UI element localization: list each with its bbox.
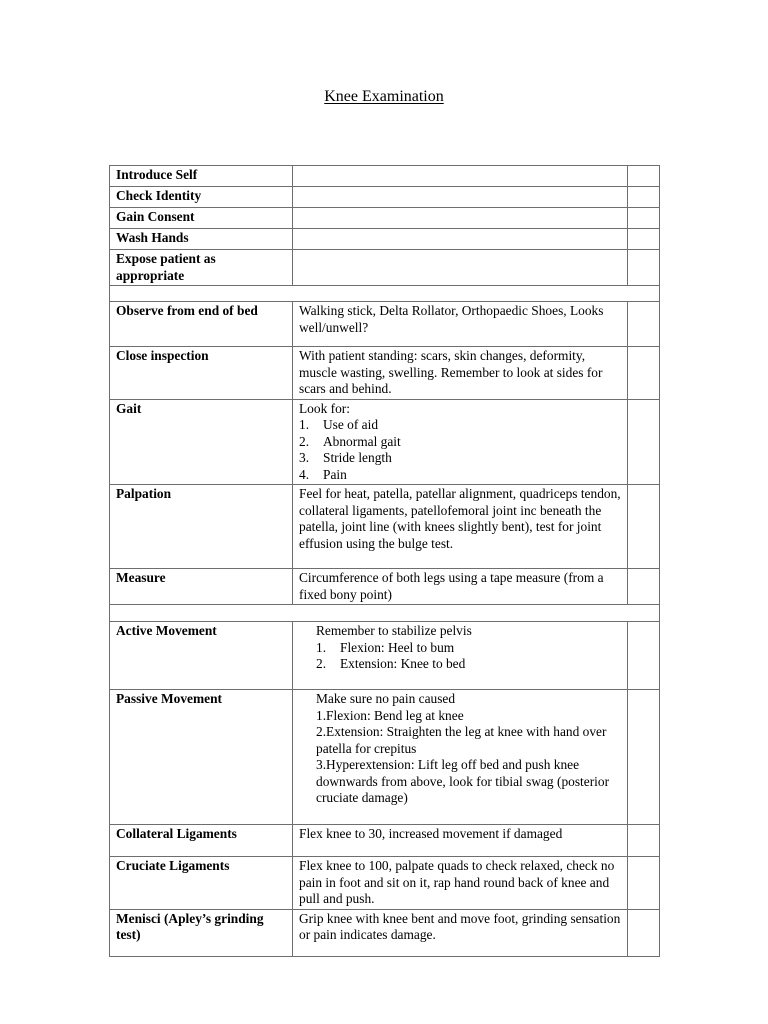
list-number: 4.: [299, 466, 310, 482]
row-label-menisci: Menisci (Apley’s grinding test): [110, 909, 293, 956]
list-number: 3.: [299, 450, 310, 465]
row-check-cell[interactable]: [628, 229, 660, 250]
row-check-cell[interactable]: [628, 485, 660, 569]
spacer-cell: [110, 286, 660, 302]
table-row: [110, 825, 660, 857]
list-item-text: Abnormal gait: [323, 433, 401, 449]
row-notes-cell[interactable]: [293, 208, 628, 229]
table-row: [110, 302, 660, 347]
row-label-check-identity: Check Identity: [110, 187, 293, 208]
table-row: [110, 250, 660, 286]
row-label-active-movement: Active Movement: [110, 622, 293, 690]
table-row: [110, 857, 660, 910]
row-label-expose-patient: Expose patient as appropriate: [110, 250, 293, 286]
table-row: [110, 622, 660, 690]
spacer-row: [110, 286, 660, 302]
row-check-cell[interactable]: [628, 399, 660, 485]
row-desc-menisci: Grip knee with knee bent and move foot, grinding sensation or pain indicates damage.: [293, 909, 628, 956]
row-desc-observe: Walking stick, Delta Rollator, Orthopaedic Shoes, Looks well/unwell?: [293, 302, 628, 347]
list-item-text: Flexion: Heel to bum: [340, 639, 455, 655]
row-check-cell[interactable]: [628, 825, 660, 857]
knee-exam-checklist: [109, 165, 660, 957]
list-item: [299, 450, 621, 467]
list-item-text: Extension: Knee to bed: [340, 656, 466, 671]
row-label-passive-movement: Passive Movement: [110, 690, 293, 825]
active-movement-intro: Remember to stabilize pelvis: [316, 623, 472, 638]
list-number: 2.: [299, 433, 310, 449]
row-label-cruciate-ligaments: Cruciate Ligaments: [110, 857, 293, 910]
row-check-cell[interactable]: [628, 690, 660, 825]
passive-movement-item: 2.Extension: Straighten the leg at knee with hand over patella for crepitus: [316, 724, 607, 756]
row-check-cell[interactable]: [628, 187, 660, 208]
row-desc-active-movement: [293, 622, 628, 690]
table-row: [110, 399, 660, 485]
active-movement-list: [316, 640, 621, 673]
row-desc-close-inspection: With patient standing: scars, skin changes, deformity, muscle wasting, swelling. Remember to look at sides for scars and behind.: [293, 347, 628, 400]
row-notes-cell[interactable]: [293, 187, 628, 208]
gait-list: [299, 417, 621, 483]
list-number: 1.: [316, 639, 327, 655]
passive-movement-intro: Make sure no pain caused: [316, 691, 456, 706]
row-label-wash-hands: Wash Hands: [110, 229, 293, 250]
row-label-collateral-ligaments: Collateral Ligaments: [110, 825, 293, 857]
row-label-introduce-self: Introduce Self: [110, 166, 293, 187]
row-label-close-inspection: Close inspection: [110, 347, 293, 400]
row-desc-cruciate-ligaments: Flex knee to 100, palpate quads to check relaxed, check no pain in foot and sit on it, rap hand round back of knee and pull and push.: [293, 857, 628, 910]
table-row: [110, 166, 660, 187]
table-row: [110, 347, 660, 400]
row-check-cell[interactable]: [628, 857, 660, 910]
list-item-text: Use of aid: [323, 417, 379, 432]
gait-intro: Look for:: [299, 400, 350, 416]
list-item: [299, 467, 621, 484]
row-desc-gait: [293, 399, 628, 485]
row-check-cell[interactable]: [628, 569, 660, 605]
row-notes-cell[interactable]: [293, 166, 628, 187]
row-desc-palpation: Feel for heat, patella, patellar alignment, quadriceps tendon, collateral ligaments, patellofemoral joint inc beneath the patella, joint line (with knees slightly bent), test for joint effusion using the bulge test.: [293, 485, 628, 569]
row-check-cell[interactable]: [628, 347, 660, 400]
table-row: [110, 485, 660, 569]
list-number: 1.: [299, 417, 310, 432]
row-desc-passive-movement: [293, 690, 628, 825]
row-label-gain-consent: Gain Consent: [110, 208, 293, 229]
list-item: [316, 656, 621, 673]
list-item: [316, 640, 621, 657]
table-row: [110, 690, 660, 825]
row-label-measure: Measure: [110, 569, 293, 605]
page-title: Knee Examination: [324, 88, 444, 105]
row-check-cell[interactable]: [628, 622, 660, 690]
spacer-row: [110, 605, 660, 622]
table-row: [110, 208, 660, 229]
row-label-palpation: Palpation: [110, 485, 293, 569]
row-check-cell[interactable]: [628, 302, 660, 347]
row-label-observe: Observe from end of bed: [110, 302, 293, 347]
row-check-cell[interactable]: [628, 250, 660, 286]
row-check-cell[interactable]: [628, 166, 660, 187]
list-item-text: Pain: [323, 466, 347, 482]
row-desc-measure: Circumference of both legs using a tape measure (from a fixed bony point): [293, 569, 628, 605]
list-item: [299, 417, 621, 434]
passive-movement-item: 1.Flexion: Bend leg at knee: [316, 707, 464, 723]
row-notes-cell[interactable]: [293, 229, 628, 250]
list-item-text: Stride length: [323, 450, 392, 465]
list-item: [299, 434, 621, 451]
list-number: 2.: [316, 656, 327, 671]
row-check-cell[interactable]: [628, 208, 660, 229]
table-row: [110, 187, 660, 208]
passive-movement-item: 3.Hyperextension: Lift leg off bed and push knee downwards from above, look for tibial swag (posterior cruciate damage): [316, 757, 610, 805]
table-row: [110, 569, 660, 605]
spacer-cell: [110, 605, 660, 622]
row-label-gait: Gait: [110, 399, 293, 485]
row-notes-cell[interactable]: [293, 250, 628, 286]
table-row: [110, 909, 660, 956]
table-row: [110, 229, 660, 250]
row-check-cell[interactable]: [628, 909, 660, 956]
row-desc-collateral-ligaments: Flex knee to 30, increased movement if damaged: [293, 825, 628, 857]
